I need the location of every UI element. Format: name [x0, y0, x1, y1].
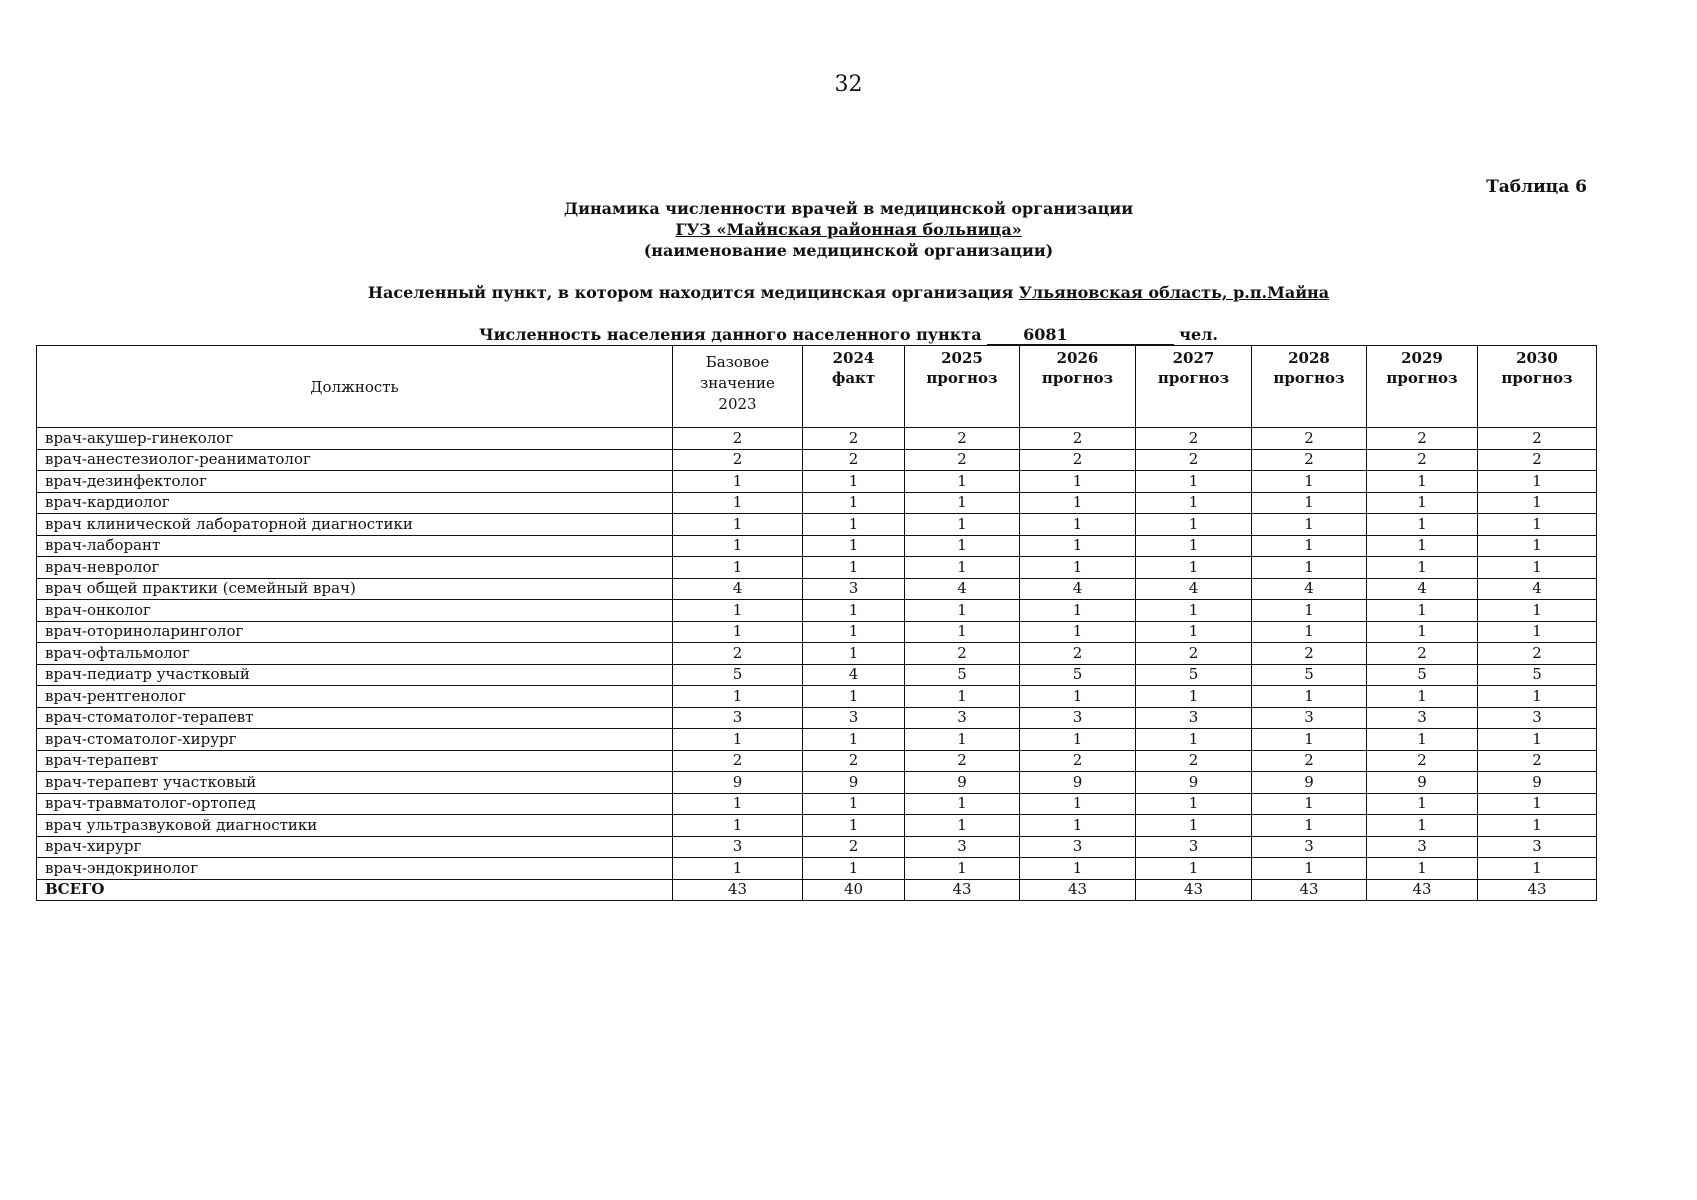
total-value-cell: 43 — [1252, 879, 1367, 901]
population-unit: чел. — [1179, 325, 1218, 344]
value-cell: 1 — [1252, 471, 1367, 493]
position-cell: врач-стоматолог-терапевт — [37, 707, 673, 729]
value-cell: 4 — [803, 664, 905, 686]
header-sub: прогноз — [1386, 369, 1458, 387]
header-year: 2026 — [1056, 349, 1099, 367]
header-position: Должность — [37, 346, 673, 428]
value-cell: 1 — [905, 535, 1020, 557]
position-cell: врач-рентгенолог — [37, 686, 673, 708]
value-cell: 1 — [673, 492, 803, 514]
value-cell: 1 — [673, 621, 803, 643]
value-cell: 1 — [1252, 557, 1367, 579]
header-base-line2: значение — [700, 374, 775, 392]
value-cell: 1 — [1136, 686, 1252, 708]
value-cell: 2 — [905, 449, 1020, 471]
table-row — [37, 449, 1597, 471]
value-cell: 1 — [673, 514, 803, 536]
value-cell: 1 — [1252, 514, 1367, 536]
value-cell: 1 — [673, 793, 803, 815]
value-cell: 2 — [1252, 428, 1367, 450]
value-cell: 9 — [905, 772, 1020, 794]
value-cell: 2 — [1136, 643, 1252, 665]
value-cell: 1 — [803, 793, 905, 815]
value-cell: 1 — [1020, 600, 1136, 622]
position-cell: врач-травматолог-ортопед — [37, 793, 673, 815]
organization-name: ГУЗ «Майнская районная больница» — [675, 220, 1022, 239]
value-cell: 5 — [1136, 664, 1252, 686]
value-cell: 3 — [803, 707, 905, 729]
value-cell: 1 — [1478, 471, 1597, 493]
position-cell: врач-онколог — [37, 600, 673, 622]
population-label: Численность населения данного населенного пункта — [479, 325, 982, 344]
total-value-cell: 40 — [803, 879, 905, 901]
table-row — [37, 600, 1597, 622]
population-line — [0, 325, 1697, 345]
value-cell: 1 — [673, 686, 803, 708]
value-cell: 1 — [673, 729, 803, 751]
value-cell: 9 — [673, 772, 803, 794]
value-cell: 4 — [1478, 578, 1597, 600]
value-cell: 2 — [1367, 750, 1478, 772]
value-cell: 1 — [1136, 557, 1252, 579]
value-cell: 1 — [1020, 729, 1136, 751]
value-cell: 1 — [1252, 815, 1367, 837]
value-cell: 1 — [1252, 535, 1367, 557]
value-cell: 3 — [1478, 707, 1597, 729]
value-cell: 3 — [905, 707, 1020, 729]
value-cell: 1 — [905, 793, 1020, 815]
position-cell: врач-акушер-гинеколог — [37, 428, 673, 450]
table-row — [37, 729, 1597, 751]
value-cell: 2 — [1367, 643, 1478, 665]
value-cell: 1 — [1478, 557, 1597, 579]
value-cell: 2 — [673, 428, 803, 450]
settlement-line — [0, 283, 1697, 302]
position-cell: врач-лаборант — [37, 535, 673, 557]
position-cell: врач-терапевт участковый — [37, 772, 673, 794]
population-value: 6081 — [1023, 325, 1068, 344]
total-value-cell: 43 — [1136, 879, 1252, 901]
value-cell: 9 — [1020, 772, 1136, 794]
total-value-cell: 43 — [1367, 879, 1478, 901]
value-cell: 1 — [905, 492, 1020, 514]
position-cell: врач-эндокринолог — [37, 858, 673, 880]
value-cell: 2 — [803, 449, 905, 471]
position-cell: врач-невролог — [37, 557, 673, 579]
value-cell: 2 — [803, 750, 905, 772]
position-cell: врач-дезинфектолог — [37, 471, 673, 493]
header-sub: факт — [831, 369, 876, 387]
value-cell: 1 — [1020, 557, 1136, 579]
value-cell: 1 — [1136, 600, 1252, 622]
value-cell: 1 — [803, 815, 905, 837]
value-cell: 2 — [803, 428, 905, 450]
value-cell: 1 — [673, 858, 803, 880]
value-cell: 1 — [1136, 471, 1252, 493]
header-year: 2027 — [1172, 349, 1215, 367]
table-row — [37, 836, 1597, 858]
table-row — [37, 686, 1597, 708]
table-row — [37, 578, 1597, 600]
header-sub: прогноз — [1157, 369, 1230, 387]
value-cell: 3 — [1478, 836, 1597, 858]
table-row — [37, 643, 1597, 665]
value-cell: 1 — [1367, 492, 1478, 514]
value-cell: 1 — [1136, 858, 1252, 880]
value-cell: 1 — [1020, 621, 1136, 643]
value-cell: 1 — [905, 858, 1020, 880]
value-cell: 1 — [803, 557, 905, 579]
value-cell: 2 — [905, 643, 1020, 665]
total-label: ВСЕГО — [37, 879, 673, 901]
header-2024 — [803, 346, 905, 428]
value-cell: 1 — [1478, 535, 1597, 557]
table-row — [37, 815, 1597, 837]
value-cell: 4 — [673, 578, 803, 600]
value-cell: 2 — [1136, 750, 1252, 772]
table-row — [37, 750, 1597, 772]
position-cell: врач-офтальмолог — [37, 643, 673, 665]
value-cell: 2 — [905, 428, 1020, 450]
page-number: 32 — [834, 72, 863, 97]
header-year: 2030 — [1516, 349, 1558, 367]
value-cell: 1 — [803, 471, 905, 493]
header-2028 — [1252, 346, 1367, 428]
value-cell: 2 — [1020, 750, 1136, 772]
value-cell: 4 — [1367, 578, 1478, 600]
value-cell: 4 — [905, 578, 1020, 600]
value-cell: 4 — [1136, 578, 1252, 600]
table-label: Таблица 6 — [1486, 177, 1587, 197]
header-sub: прогноз — [1041, 369, 1114, 387]
value-cell: 3 — [1367, 836, 1478, 858]
value-cell: 9 — [1367, 772, 1478, 794]
value-cell: 1 — [905, 686, 1020, 708]
settlement-value: Ульяновская область, р.п.Майна — [1018, 283, 1330, 302]
table-row — [37, 492, 1597, 514]
value-cell: 1 — [1136, 535, 1252, 557]
header-base-line3: 2023 — [718, 395, 757, 413]
value-cell: 1 — [1252, 793, 1367, 815]
value-cell: 1 — [803, 600, 905, 622]
value-cell: 9 — [1252, 772, 1367, 794]
value-cell: 1 — [803, 514, 905, 536]
population-blank — [987, 325, 1174, 345]
value-cell: 1 — [1478, 858, 1597, 880]
value-cell: 1 — [803, 686, 905, 708]
value-cell: 1 — [673, 557, 803, 579]
value-cell: 1 — [1136, 815, 1252, 837]
value-cell: 1 — [1020, 471, 1136, 493]
organization-name-caption: (наименование медицинской организации) — [643, 241, 1054, 260]
header-sub: прогноз — [1273, 369, 1345, 387]
header-base-line1: Базовое — [705, 353, 770, 371]
table-row — [37, 428, 1597, 450]
value-cell: 2 — [803, 836, 905, 858]
value-cell: 1 — [1136, 492, 1252, 514]
value-cell: 2 — [1020, 643, 1136, 665]
position-cell: врач-педиатр участковый — [37, 664, 673, 686]
value-cell: 1 — [1020, 514, 1136, 536]
value-cell: 2 — [673, 750, 803, 772]
value-cell: 1 — [1367, 557, 1478, 579]
table-row — [37, 514, 1597, 536]
table-row — [37, 772, 1597, 794]
value-cell: 1 — [1367, 815, 1478, 837]
value-cell: 1 — [1136, 621, 1252, 643]
value-cell: 2 — [1136, 428, 1252, 450]
value-cell: 1 — [803, 643, 905, 665]
value-cell: 9 — [803, 772, 905, 794]
header-year: 2029 — [1401, 349, 1443, 367]
value-cell: 1 — [1252, 729, 1367, 751]
value-cell: 1 — [905, 729, 1020, 751]
value-cell: 5 — [905, 664, 1020, 686]
value-cell: 3 — [1136, 707, 1252, 729]
header-2027 — [1136, 346, 1252, 428]
value-cell: 2 — [1020, 449, 1136, 471]
header-2030 — [1478, 346, 1597, 428]
value-cell: 9 — [1136, 772, 1252, 794]
header-2026 — [1020, 346, 1136, 428]
value-cell: 1 — [1252, 686, 1367, 708]
total-value-cell: 43 — [1020, 879, 1136, 901]
value-cell: 2 — [905, 750, 1020, 772]
value-cell: 1 — [803, 858, 905, 880]
total-value-cell: 43 — [905, 879, 1020, 901]
table-row — [37, 535, 1597, 557]
header-2029 — [1367, 346, 1478, 428]
header-base-value — [673, 346, 803, 428]
value-cell: 2 — [1478, 428, 1597, 450]
value-cell: 1 — [1020, 793, 1136, 815]
value-cell: 4 — [1020, 578, 1136, 600]
value-cell: 1 — [803, 535, 905, 557]
value-cell: 1 — [1367, 471, 1478, 493]
value-cell: 1 — [1478, 729, 1597, 751]
value-cell: 1 — [1367, 729, 1478, 751]
position-cell: врач-хирург — [37, 836, 673, 858]
value-cell: 1 — [1020, 492, 1136, 514]
total-value-cell: 43 — [1478, 879, 1597, 901]
value-cell: 1 — [1020, 815, 1136, 837]
value-cell: 5 — [1367, 664, 1478, 686]
total-value-cell: 43 — [673, 879, 803, 901]
value-cell: 4 — [1252, 578, 1367, 600]
value-cell: 2 — [1252, 643, 1367, 665]
value-cell: 3 — [1367, 707, 1478, 729]
value-cell: 3 — [1252, 707, 1367, 729]
header-year: 2025 — [941, 349, 983, 367]
value-cell: 1 — [1478, 621, 1597, 643]
value-cell: 1 — [905, 557, 1020, 579]
table-header-row — [37, 346, 1597, 428]
position-cell: врач клинической лабораторной диагностики — [37, 514, 673, 536]
value-cell: 1 — [905, 621, 1020, 643]
value-cell: 3 — [1020, 836, 1136, 858]
value-cell: 5 — [1252, 664, 1367, 686]
value-cell: 5 — [1020, 664, 1136, 686]
value-cell: 1 — [1136, 514, 1252, 536]
value-cell: 1 — [1367, 686, 1478, 708]
value-cell: 2 — [1478, 750, 1597, 772]
value-cell: 9 — [1478, 772, 1597, 794]
value-cell: 1 — [1478, 815, 1597, 837]
table-row — [37, 858, 1597, 880]
value-cell: 1 — [1478, 514, 1597, 536]
value-cell: 1 — [1478, 793, 1597, 815]
value-cell: 2 — [1367, 449, 1478, 471]
value-cell: 5 — [1478, 664, 1597, 686]
value-cell: 1 — [1367, 858, 1478, 880]
value-cell: 1 — [673, 471, 803, 493]
value-cell: 3 — [673, 836, 803, 858]
value-cell: 1 — [1367, 514, 1478, 536]
table-body — [37, 428, 1597, 901]
position-cell: врач-кардиолог — [37, 492, 673, 514]
value-cell: 2 — [673, 449, 803, 471]
staff-table — [36, 345, 1597, 901]
value-cell: 1 — [673, 600, 803, 622]
table-row — [37, 471, 1597, 493]
value-cell: 2 — [1252, 449, 1367, 471]
value-cell: 3 — [803, 578, 905, 600]
value-cell: 1 — [1136, 729, 1252, 751]
value-cell: 1 — [905, 514, 1020, 536]
value-cell: 1 — [1252, 600, 1367, 622]
value-cell: 1 — [1367, 600, 1478, 622]
value-cell: 2 — [1478, 643, 1597, 665]
header-sub: прогноз — [1501, 369, 1573, 387]
position-cell: врач-стоматолог-хирург — [37, 729, 673, 751]
value-cell: 1 — [905, 600, 1020, 622]
header-year: 2028 — [1288, 349, 1330, 367]
value-cell: 2 — [1478, 449, 1597, 471]
value-cell: 1 — [1020, 535, 1136, 557]
value-cell: 1 — [1478, 600, 1597, 622]
value-cell: 1 — [803, 492, 905, 514]
value-cell: 5 — [673, 664, 803, 686]
value-cell: 1 — [803, 729, 905, 751]
value-cell: 1 — [1478, 492, 1597, 514]
table-row — [37, 793, 1597, 815]
header-2025 — [905, 346, 1020, 428]
value-cell: 1 — [673, 535, 803, 557]
value-cell: 2 — [673, 643, 803, 665]
table-row — [37, 664, 1597, 686]
value-cell: 3 — [905, 836, 1020, 858]
value-cell: 2 — [1252, 750, 1367, 772]
value-cell: 2 — [1367, 428, 1478, 450]
value-cell: 1 — [1252, 492, 1367, 514]
value-cell: 1 — [1252, 858, 1367, 880]
value-cell: 1 — [1020, 686, 1136, 708]
total-row — [37, 879, 1597, 901]
table-row — [37, 621, 1597, 643]
document-title: Динамика численности врачей в медицинской организации — [563, 199, 1134, 218]
settlement-label: Населенный пункт, в котором находится медицинская организация — [367, 283, 1014, 302]
value-cell: 1 — [1367, 535, 1478, 557]
value-cell: 1 — [1252, 621, 1367, 643]
value-cell: 1 — [1367, 793, 1478, 815]
position-cell: врач-анестезиолог-реаниматолог — [37, 449, 673, 471]
value-cell: 1 — [673, 815, 803, 837]
position-cell: врач ультразвуковой диагностики — [37, 815, 673, 837]
table-row — [37, 557, 1597, 579]
value-cell: 2 — [1020, 428, 1136, 450]
value-cell: 3 — [1136, 836, 1252, 858]
value-cell: 3 — [673, 707, 803, 729]
position-cell: врач-оториноларинголог — [37, 621, 673, 643]
header-sub: прогноз — [926, 369, 998, 387]
table-row — [37, 707, 1597, 729]
value-cell: 1 — [1136, 793, 1252, 815]
position-cell: врач общей практики (семейный врач) — [37, 578, 673, 600]
value-cell: 3 — [1252, 836, 1367, 858]
value-cell: 1 — [803, 621, 905, 643]
value-cell: 1 — [905, 815, 1020, 837]
value-cell: 1 — [1367, 621, 1478, 643]
value-cell: 3 — [1020, 707, 1136, 729]
value-cell: 2 — [1136, 449, 1252, 471]
value-cell: 1 — [1478, 686, 1597, 708]
value-cell: 1 — [1020, 858, 1136, 880]
value-cell: 1 — [905, 471, 1020, 493]
position-cell: врач-терапевт — [37, 750, 673, 772]
header-year: 2024 — [832, 349, 875, 367]
